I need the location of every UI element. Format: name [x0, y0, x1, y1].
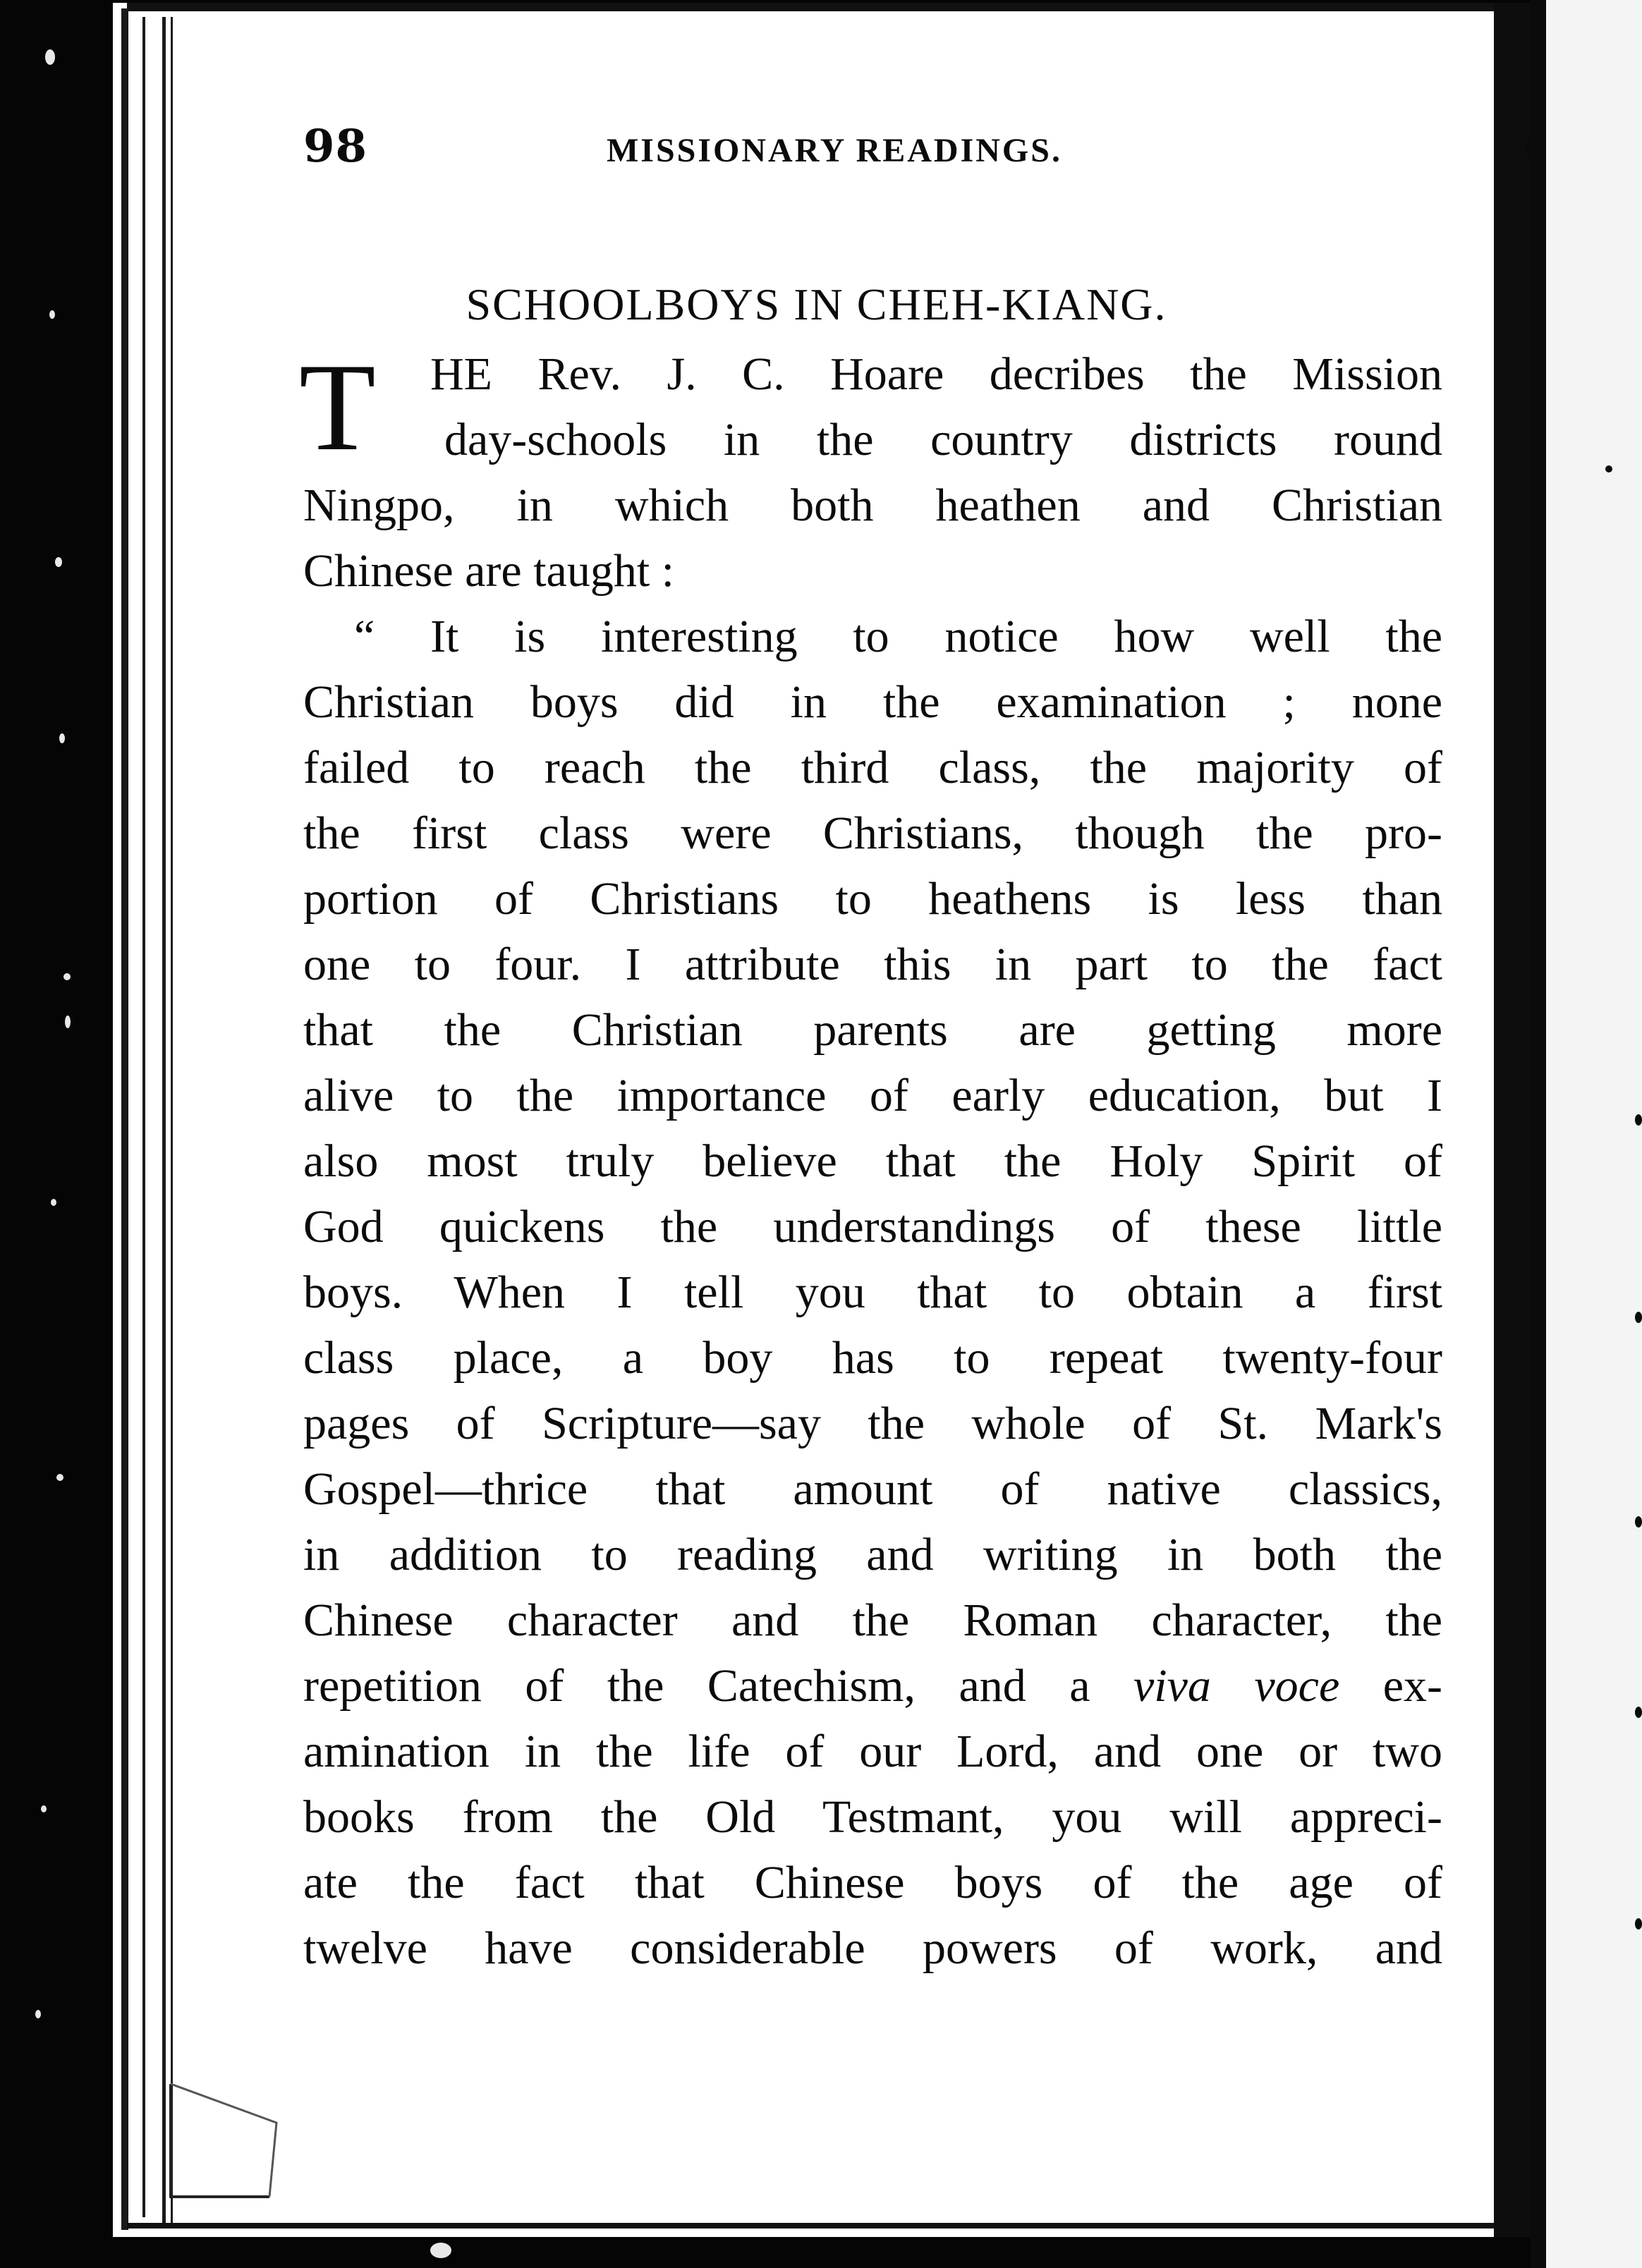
text-line: God quickens the understandings of these little	[303, 1201, 1442, 1252]
page-number: 98	[303, 120, 368, 173]
scan-speck	[35, 2010, 41, 2018]
scan-speck	[1635, 1918, 1642, 1929]
text-line: Ningpo, in which both heathen and Christian	[303, 480, 1442, 531]
scan-speck	[51, 1199, 56, 1206]
text-line: amination in the life of our Lord, and one or two	[303, 1726, 1442, 1777]
scan-speck	[56, 1474, 63, 1481]
text-line: boys. When I tell you that to obtain a first	[303, 1267, 1442, 1318]
article-body	[299, 337, 1443, 1981]
text-line: “ It is interesting to notice how well the	[354, 611, 1442, 662]
binding-line	[142, 17, 145, 2217]
scan-speck	[430, 2243, 451, 2258]
text-line: that the Christian parents are getting more	[303, 1004, 1442, 1056]
text-line: also most truly believe that the Holy Spirit of	[303, 1135, 1442, 1187]
text-line: Chinese are taught :	[303, 545, 675, 597]
bottom-rule	[127, 2223, 1531, 2229]
text-line: portion of Christians to heathens is less than	[303, 873, 1442, 925]
top-rule	[127, 3, 1516, 11]
text-line: day-schools in the country districts round	[444, 414, 1442, 465]
scan-speck	[1605, 465, 1612, 472]
scan-speck	[1635, 1114, 1642, 1126]
text-block	[299, 92, 1443, 1981]
right-page-edge	[1494, 3, 1531, 2237]
scan-speck	[65, 1016, 71, 1028]
text-line: class place, a boy has to repeat twenty-four	[303, 1332, 1442, 1384]
text-line-viva-voce	[303, 1653, 1442, 1719]
text-line: Chinese character and the Roman character, the	[303, 1595, 1442, 1646]
scan-speck	[55, 557, 62, 567]
scan-speck	[45, 49, 55, 65]
scan-speck	[49, 310, 55, 319]
adjacent-page-strip	[1531, 0, 1642, 2268]
paragraph-1	[299, 337, 1442, 604]
scan-speck	[59, 733, 65, 743]
text-line: Christian boys did in the examination ; none	[303, 676, 1442, 728]
adjacent-page-edge	[1531, 0, 1546, 2268]
article-title: SCHOOLBOYS IN CHEH-KIANG.	[466, 279, 1167, 329]
scan-speck	[41, 1805, 47, 1812]
scan-speck	[1635, 1312, 1642, 1323]
binding-line	[171, 17, 173, 2224]
drop-cap: T	[299, 337, 376, 477]
text-line: HE Rev. J. C. Hoare decribes the Mission	[430, 348, 1442, 400]
text-line: Gospel—thrice that amount of native classics,	[303, 1463, 1442, 1515]
folded-corner	[164, 2080, 284, 2200]
text-line: one to four. I attribute this in part to the fact	[303, 939, 1442, 990]
paragraph-2	[303, 604, 1442, 1981]
text-line: failed to reach the third class, the majority of	[303, 742, 1442, 793]
binding-line	[121, 8, 128, 2230]
text-line: twelve have considerable powers of work, and	[303, 1922, 1442, 1974]
text-line: the first class were Christians, though the pro-	[303, 807, 1442, 859]
italic-phrase: viva voce	[1133, 1660, 1340, 1712]
text-line: ate the fact that Chinese boys of the age of	[303, 1857, 1442, 1908]
scan-speck	[1635, 1516, 1642, 1528]
text-fragment: repetition of the Catechism, and a	[303, 1660, 1090, 1712]
text-line: alive to the importance of early education, but I	[303, 1070, 1442, 1121]
running-title: MISSIONARY READINGS.	[607, 132, 1062, 169]
scan-speck	[1526, 134, 1539, 162]
scan-speck	[63, 973, 71, 980]
text-line: books from the Old Testmant, you will appreci-	[303, 1791, 1442, 1843]
binding-line	[162, 17, 166, 2224]
text-line: in addition to reading and writing in both the	[303, 1529, 1442, 1580]
text-fragment: ex-	[1382, 1660, 1443, 1712]
scan-speck	[1635, 1707, 1642, 1718]
running-head	[303, 92, 1442, 173]
text-line: pages of Scripture—say the whole of St. Mark's	[303, 1398, 1442, 1449]
